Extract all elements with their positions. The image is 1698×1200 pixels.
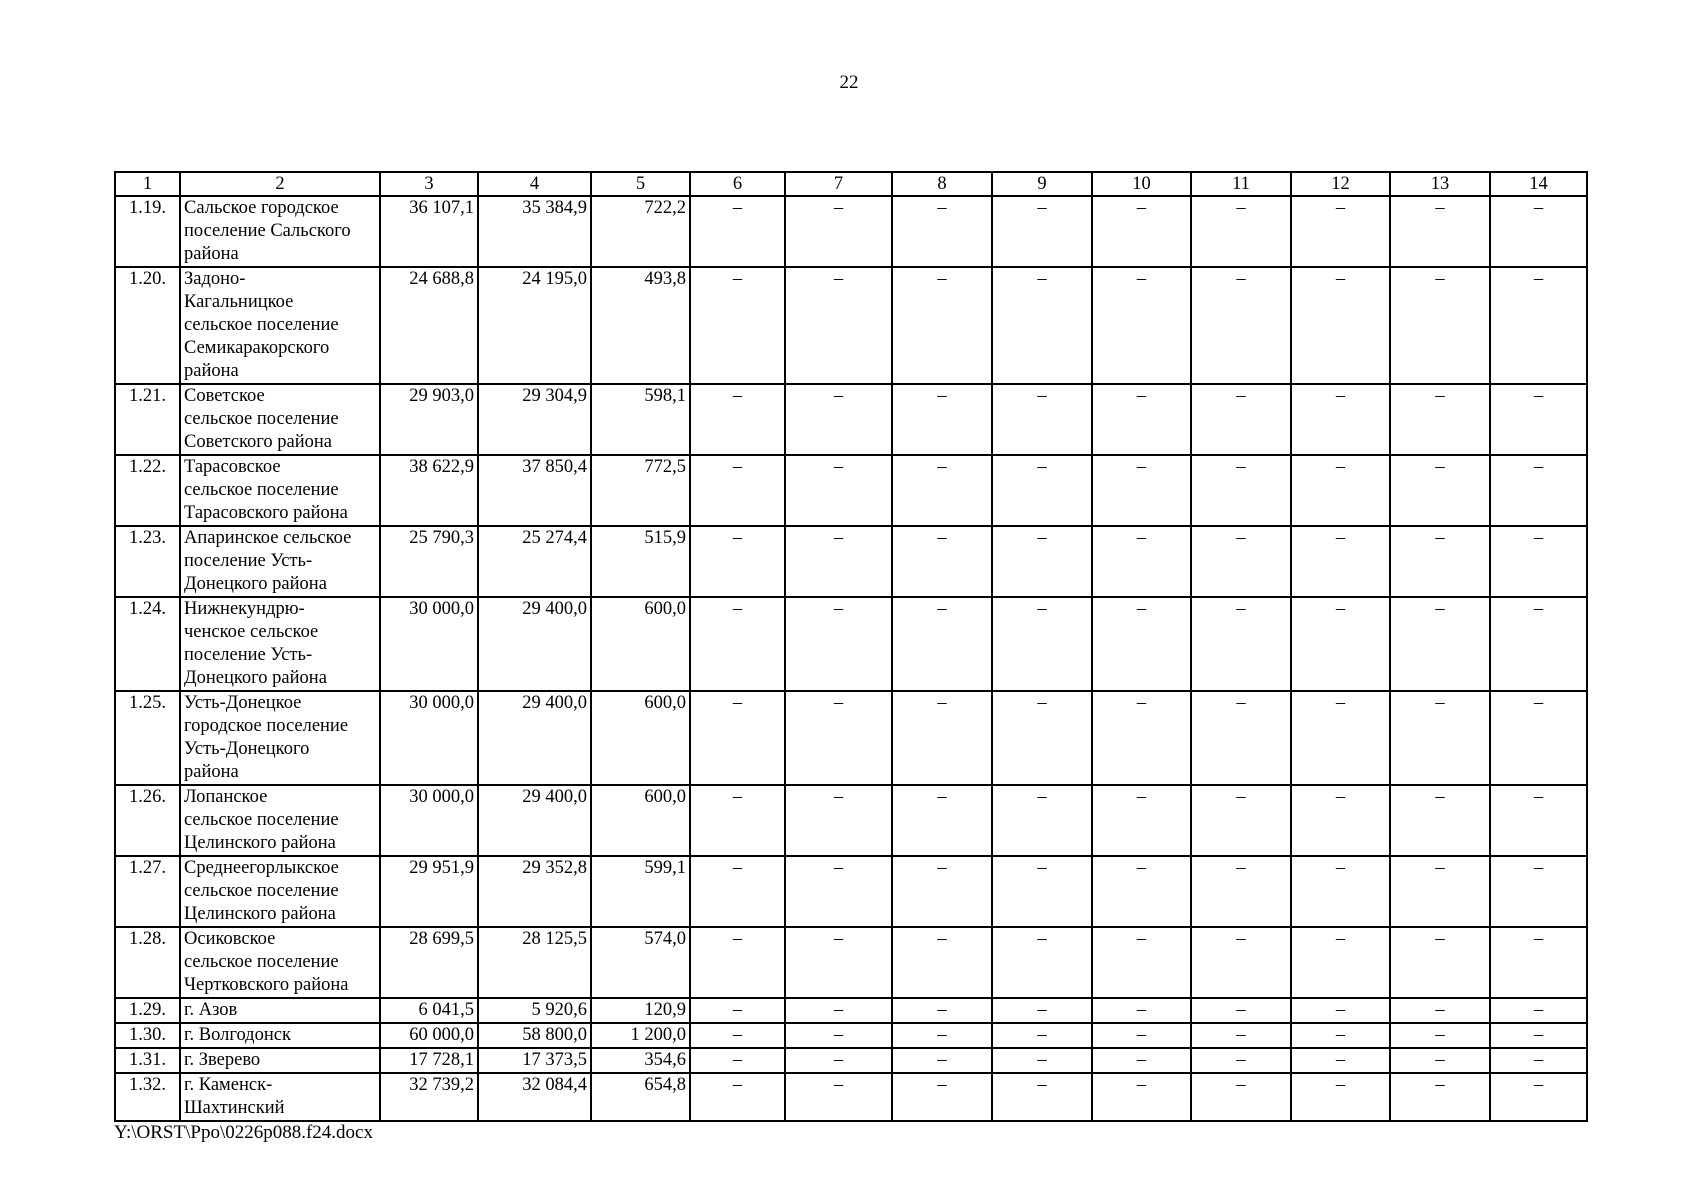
column-header: 4 [478,172,591,196]
dash-cell: – [690,785,785,856]
value-col-5: 354,6 [591,1048,690,1073]
value-col-4: 29 352,8 [478,856,591,927]
dash-cell: – [892,927,992,998]
settlement-name-line: Нижнекундрю- [184,599,305,619]
settlement-name-line: поселение Сальского [184,221,351,241]
dash-cell: – [1390,384,1490,455]
dash-cell: – [892,384,992,455]
column-header: 2 [180,172,380,196]
dash-cell: – [1291,856,1390,927]
dash-cell: – [1291,597,1390,691]
dash-cell: – [785,526,892,597]
settlement-name-line: г. Азов [184,1000,238,1020]
dash-cell: – [1291,927,1390,998]
dash-cell: – [892,1073,992,1121]
dash-cell: – [1490,927,1587,998]
value-col-4: 25 274,4 [478,526,591,597]
settlement-name-line: сельское поселение [184,952,339,972]
settlement-name-line: Апаринское сельское [184,528,352,548]
settlement-name-line: поселение Усть- [184,551,313,571]
dash-cell: – [1291,998,1390,1023]
dash-cell: – [1291,455,1390,526]
settlement-name-line: Сальское городское [184,198,339,218]
table-row [115,691,1587,785]
dash-cell: – [1490,196,1587,267]
settlement-name-line: Усть-Донецкого [184,739,310,759]
table-row [115,267,1587,384]
column-header: 5 [591,172,690,196]
dash-cell: – [690,597,785,691]
settlement-name-line: сельское поселение [184,810,339,830]
column-header: 14 [1490,172,1587,196]
settlement-name [180,384,380,455]
column-header: 1 [115,172,180,196]
dash-cell: – [1191,597,1291,691]
dash-cell: – [992,927,1092,998]
settlement-name-line: Среднеегорлыкское [184,858,339,878]
table-row [115,526,1587,597]
column-header: 7 [785,172,892,196]
settlement-name [180,526,380,597]
row-number: 1.29. [115,998,180,1023]
dash-cell: – [892,267,992,384]
dash-cell: – [1390,1048,1490,1073]
value-col-3: 17 728,1 [380,1048,478,1073]
settlement-name-line: Советского района [184,432,332,452]
settlement-name [180,455,380,526]
dash-cell: – [1191,691,1291,785]
dash-cell: – [1191,856,1291,927]
settlement-name-line: Лопанское [184,787,268,807]
row-number: 1.31. [115,1048,180,1073]
dash-cell: – [992,455,1092,526]
row-number: 1.24. [115,597,180,691]
dash-cell: – [992,526,1092,597]
settlement-name-line: Усть-Донецкое [184,693,302,713]
value-col-3: 30 000,0 [380,597,478,691]
dash-cell: – [892,597,992,691]
dash-cell: – [690,1023,785,1048]
settlement-name-line: района [184,244,239,264]
dash-cell: – [1490,267,1587,384]
row-number: 1.28. [115,927,180,998]
dash-cell: – [690,526,785,597]
row-number: 1.32. [115,1073,180,1121]
dash-cell: – [1291,1073,1390,1121]
dash-cell: – [1191,927,1291,998]
data-table [114,171,1588,1122]
value-col-5: 120,9 [591,998,690,1023]
dash-cell: – [1291,1023,1390,1048]
value-col-5: 1 200,0 [591,1023,690,1048]
value-col-3: 32 739,2 [380,1073,478,1121]
dash-cell: – [1291,1048,1390,1073]
row-number: 1.27. [115,856,180,927]
value-col-5: 493,8 [591,267,690,384]
settlement-name-line: г. Волгодонск [184,1025,291,1045]
row-number: 1.21. [115,384,180,455]
dash-cell: – [1092,1073,1191,1121]
row-number: 1.30. [115,1023,180,1048]
dash-cell: – [1191,1048,1291,1073]
dash-cell: – [1390,526,1490,597]
dash-cell: – [1092,526,1191,597]
value-col-4: 29 400,0 [478,785,591,856]
settlement-name [180,927,380,998]
table-row [115,998,1587,1023]
settlement-name-line: поселение Усть- [184,645,313,665]
dash-cell: – [1490,597,1587,691]
table-row [115,1048,1587,1073]
dash-cell: – [892,998,992,1023]
column-header: 13 [1390,172,1490,196]
dash-cell: – [690,196,785,267]
dash-cell: – [1490,998,1587,1023]
settlement-name [180,597,380,691]
settlement-name-line: Осиковское [184,929,276,949]
settlement-name [180,267,380,384]
dash-cell: – [785,856,892,927]
value-col-5: 600,0 [591,597,690,691]
settlement-name-line: сельское поселение [184,881,339,901]
dash-cell: – [1291,384,1390,455]
settlement-name-line: Кагальницкое [184,292,294,312]
dash-cell: – [785,998,892,1023]
dash-cell: – [992,1023,1092,1048]
dash-cell: – [1390,927,1490,998]
dash-cell: – [892,785,992,856]
dash-cell: – [992,856,1092,927]
value-col-4: 29 400,0 [478,597,591,691]
value-col-5: 574,0 [591,927,690,998]
value-col-3: 30 000,0 [380,691,478,785]
value-col-4: 32 084,4 [478,1073,591,1121]
settlement-name [180,196,380,267]
dash-cell: – [992,597,1092,691]
value-col-4: 29 400,0 [478,691,591,785]
file-path-footer: Y:\ORST\Ppo\0226p088.f24.docx [114,1122,373,1143]
table-row [115,1073,1587,1121]
settlement-name-line: Донецкого района [184,668,327,688]
value-col-3: 30 000,0 [380,785,478,856]
dash-cell: – [785,1023,892,1048]
dash-cell: – [1191,455,1291,526]
dash-cell: – [1191,1073,1291,1121]
dash-cell: – [1191,384,1291,455]
value-col-3: 29 903,0 [380,384,478,455]
dash-cell: – [1291,785,1390,856]
dash-cell: – [785,927,892,998]
dash-cell: – [992,691,1092,785]
dash-cell: – [1291,691,1390,785]
dash-cell: – [1191,1023,1291,1048]
dash-cell: – [690,455,785,526]
dash-cell: – [1092,1023,1191,1048]
dash-cell: – [892,455,992,526]
dash-cell: – [785,691,892,785]
dash-cell: – [690,998,785,1023]
dash-cell: – [690,856,785,927]
dash-cell: – [1390,267,1490,384]
column-header: 9 [992,172,1092,196]
value-col-4: 24 195,0 [478,267,591,384]
dash-cell: – [1390,196,1490,267]
dash-cell: – [892,1048,992,1073]
dash-cell: – [1390,597,1490,691]
dash-cell: – [1191,267,1291,384]
dash-cell: – [690,691,785,785]
value-col-5: 599,1 [591,856,690,927]
dash-cell: – [1092,384,1191,455]
dash-cell: – [892,196,992,267]
settlement-name-line: Советское [184,386,265,406]
dash-cell: – [1092,1048,1191,1073]
settlement-name-line: Целинского района [184,904,336,924]
value-col-4: 5 920,6 [478,998,591,1023]
dash-cell: – [1490,1073,1587,1121]
dash-cell: – [1092,927,1191,998]
dash-cell: – [992,1048,1092,1073]
table-row [115,384,1587,455]
settlement-name-line: района [184,762,239,782]
value-col-5: 515,9 [591,526,690,597]
dash-cell: – [1092,691,1191,785]
dash-cell: – [1390,1023,1490,1048]
dash-cell: – [992,998,1092,1023]
dash-cell: – [1092,998,1191,1023]
table-header-row [115,172,1587,196]
dash-cell: – [1490,526,1587,597]
value-col-3: 24 688,8 [380,267,478,384]
dash-cell: – [690,927,785,998]
settlement-name [180,1073,380,1121]
dash-cell: – [785,455,892,526]
dash-cell: – [1490,856,1587,927]
dash-cell: – [785,384,892,455]
value-col-3: 38 622,9 [380,455,478,526]
settlement-name-line: г. Каменск- [184,1075,273,1095]
dash-cell: – [1490,1023,1587,1048]
dash-cell: – [1191,526,1291,597]
dash-cell: – [992,1073,1092,1121]
dash-cell: – [1291,526,1390,597]
column-header: 10 [1092,172,1191,196]
dash-cell: – [1390,856,1490,927]
settlement-name-line: г. Зверево [184,1050,261,1070]
dash-cell: – [1390,455,1490,526]
dash-cell: – [1191,785,1291,856]
table-row [115,1023,1587,1048]
dash-cell: – [785,1073,892,1121]
dash-cell: – [1291,196,1390,267]
dash-cell: – [1490,691,1587,785]
dash-cell: – [690,384,785,455]
row-number: 1.19. [115,196,180,267]
column-header: 6 [690,172,785,196]
value-col-3: 29 951,9 [380,856,478,927]
row-number: 1.22. [115,455,180,526]
dash-cell: – [785,1048,892,1073]
dash-cell: – [1390,998,1490,1023]
row-number: 1.20. [115,267,180,384]
dash-cell: – [1390,785,1490,856]
table-row [115,856,1587,927]
dash-cell: – [1092,597,1191,691]
row-number: 1.25. [115,691,180,785]
settlement-name-line: Тарасовское [184,457,281,477]
dash-cell: – [1490,455,1587,526]
column-header: 11 [1191,172,1291,196]
value-col-4: 37 850,4 [478,455,591,526]
dash-cell: – [1390,691,1490,785]
settlement-name-line: Тарасовского района [184,503,348,523]
table-row [115,785,1587,856]
value-col-3: 6 041,5 [380,998,478,1023]
table-row [115,597,1587,691]
dash-cell: – [1191,998,1291,1023]
row-number: 1.26. [115,785,180,856]
dash-cell: – [992,785,1092,856]
dash-cell: – [892,1023,992,1048]
dash-cell: – [690,267,785,384]
dash-cell: – [1291,267,1390,384]
dash-cell: – [1490,785,1587,856]
dash-cell: – [785,267,892,384]
value-col-5: 600,0 [591,785,690,856]
column-header: 8 [892,172,992,196]
settlement-name [180,1023,380,1048]
dash-cell: – [1390,1073,1490,1121]
dash-cell: – [1490,1048,1587,1073]
settlement-name-line: Целинского района [184,833,336,853]
settlement-name-line: Задоно- [184,269,246,289]
dash-cell: – [785,597,892,691]
settlement-name-line: сельское поселение [184,409,339,429]
value-col-5: 722,2 [591,196,690,267]
dash-cell: – [690,1048,785,1073]
settlement-name [180,998,380,1023]
value-col-4: 29 304,9 [478,384,591,455]
page-number: 22 [839,72,859,93]
dash-cell: – [1092,267,1191,384]
value-col-4: 35 384,9 [478,196,591,267]
settlement-name-line: ченское сельское [184,622,319,642]
dash-cell: – [892,691,992,785]
dash-cell: – [1490,384,1587,455]
dash-cell: – [1092,196,1191,267]
table-row [115,927,1587,998]
value-col-4: 28 125,5 [478,927,591,998]
settlement-name [180,856,380,927]
value-col-4: 58 800,0 [478,1023,591,1048]
dash-cell: – [785,785,892,856]
value-col-5: 772,5 [591,455,690,526]
settlement-name-line: городское поселение [184,716,349,736]
dash-cell: – [1191,196,1291,267]
settlement-name-line: Шахтинский [184,1098,285,1118]
value-col-4: 17 373,5 [478,1048,591,1073]
settlement-name-line: сельское поселение [184,315,339,335]
dash-cell: – [992,196,1092,267]
column-header: 12 [1291,172,1390,196]
value-col-3: 36 107,1 [380,196,478,267]
dash-cell: – [785,196,892,267]
dash-cell: – [1092,455,1191,526]
settlement-name [180,1048,380,1073]
settlement-name-line: Чертковского района [184,975,349,995]
dash-cell: – [690,1073,785,1121]
settlement-name [180,691,380,785]
settlement-name-line: Донецкого района [184,574,327,594]
dash-cell: – [1092,785,1191,856]
dash-cell: – [1092,856,1191,927]
value-col-5: 600,0 [591,691,690,785]
dash-cell: – [892,856,992,927]
value-col-5: 598,1 [591,384,690,455]
table-row [115,196,1587,267]
value-col-3: 25 790,3 [380,526,478,597]
settlement-name [180,785,380,856]
settlement-name-line: Семикаракорского [184,338,330,358]
dash-cell: – [992,267,1092,384]
row-number: 1.23. [115,526,180,597]
value-col-3: 28 699,5 [380,927,478,998]
value-col-3: 60 000,0 [380,1023,478,1048]
value-col-5: 654,8 [591,1073,690,1121]
settlement-name-line: сельское поселение [184,480,339,500]
dash-cell: – [892,526,992,597]
dash-cell: – [992,384,1092,455]
settlement-name-line: района [184,361,239,381]
column-header: 3 [380,172,478,196]
table-row [115,455,1587,526]
